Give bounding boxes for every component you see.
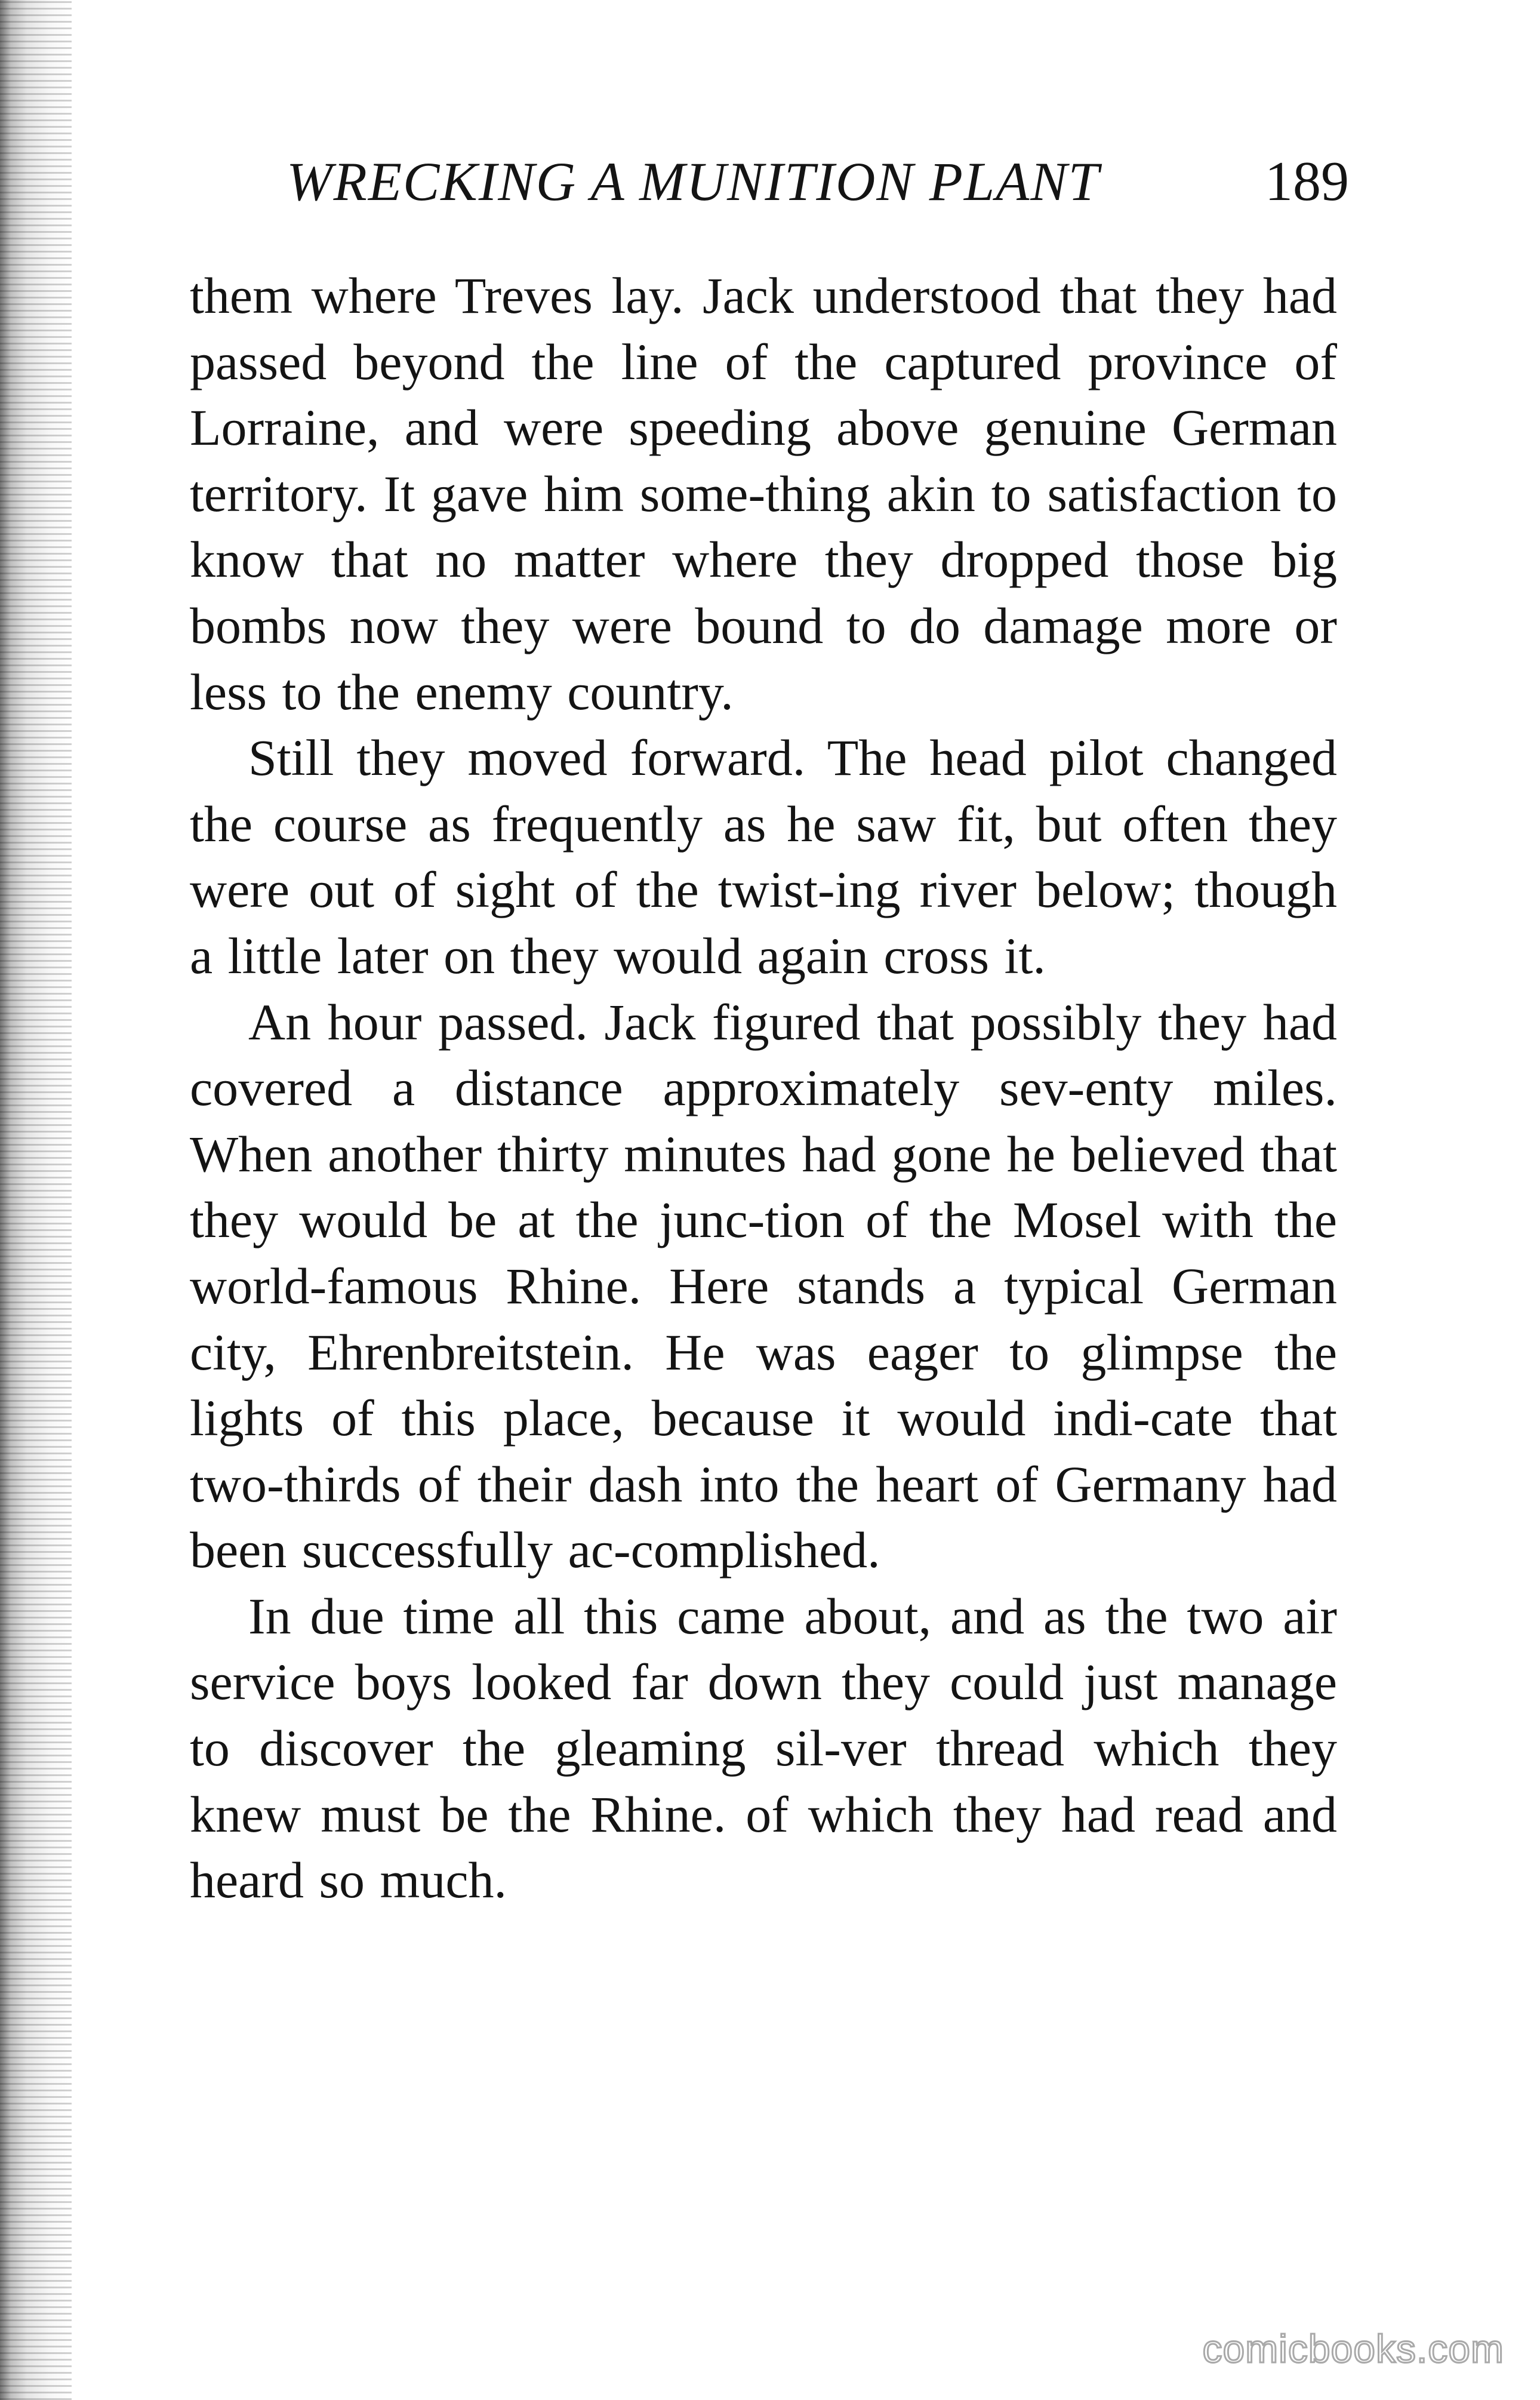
paragraph-4: In due time all this came about, and as the two air service boys looked far down they could just manage to discover the gleaming sil-ver thread which they knew must be the Rhine. of which they had read and heard so much. bbox=[190, 1587, 1337, 1909]
paragraph-1: them where Treves lay. Jack understood that they had passed beyond the line of the captured province of Lorraine, and were speeding above genuine German territory. It gave him some-thing akin to satisfaction to know that no matter where they dropped those big bombs now they were bound to do damage more or less to the enemy country. bbox=[190, 267, 1337, 721]
running-title: WRECKING A MUNITION PLANT bbox=[287, 151, 1100, 212]
paragraph-2: Still they moved forward. The head pilot changed the course as frequently as he saw fit, but often they were out of sight of the twist-ing river below; though a little later on they would again cross it. bbox=[190, 729, 1337, 984]
paragraph-3: An hour passed. Jack figured that possibly they had covered a distance approximately sev-enty miles. When another thirty minutes had gone he believed that they would be at the junc-tion of the Mosel with the world-famous Rhine. Here stands a typical German city, Ehrenbreitstein. He was eager to glimpse the lights of this place, because it would indi-cate that two-thirds of their dash into the heart of Germany had been successfully ac-complished. bbox=[190, 993, 1337, 1579]
running-head bbox=[287, 149, 1349, 221]
scan-binding-edge bbox=[0, 0, 72, 2400]
site-watermark: comicbooks.com bbox=[1202, 2327, 1504, 2371]
body-text bbox=[190, 263, 1337, 2173]
page-number: 189 bbox=[1265, 150, 1349, 213]
